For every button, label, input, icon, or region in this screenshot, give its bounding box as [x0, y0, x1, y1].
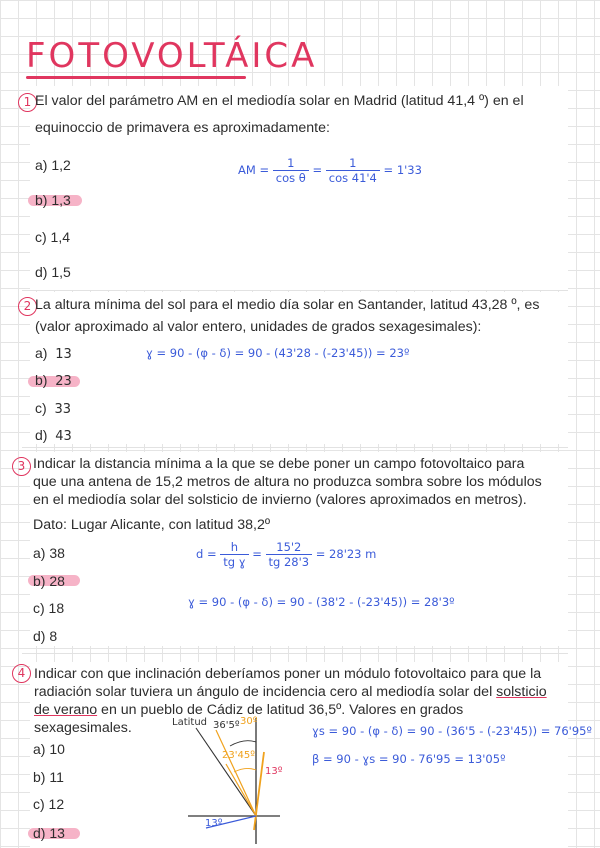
q3-handwritten-work-line-2: ɣ = 90 - (φ - δ) = 90 - (38'2 - (-23'45)) = 28'3º	[188, 595, 455, 609]
question-4-line-4: sexagesimales.	[34, 720, 132, 736]
question-number-4: 4	[12, 664, 31, 683]
q4-option-c[interactable]: c) 12	[33, 796, 65, 812]
question-3-dato: Dato: Lugar Alicante, con latitud 38,2º	[33, 517, 271, 533]
question-4-line-3: de verano en un pueblo de Cádiz de latitud 36,5º. Valores en grados	[34, 702, 464, 718]
q1-option-c[interactable]: c) 1,4	[35, 229, 71, 245]
q2-option-d[interactable]: d) 43	[35, 427, 72, 444]
question-1-line-1: El valor del parámetro AM en el mediodía solar en Madrid (latitud 41,4 º) en el	[35, 93, 524, 109]
q1-option-d[interactable]: d) 1,5	[35, 264, 71, 280]
question-2-line-2: (valor aproximado al valor entero, unidades de grados sexagesimales):	[35, 319, 482, 335]
question-2-line-1: La altura mínima del sol para el medio día solar en Santander, latitud 43,28 º, es	[35, 297, 540, 313]
q1-handwritten-work: AM = $\frac{1}{\text{cos θ}}$ = $\frac{1}{\cos 41'4}$ = 1'33	[238, 156, 422, 185]
page-title: FOTOVOLTÁICA	[26, 36, 318, 76]
question-1-line-2: equinoccio de primavera es aproximadamente:	[35, 120, 330, 136]
figure-angle-declination: 23'45º	[222, 750, 255, 761]
q3-option-a[interactable]: a) 38	[33, 545, 65, 561]
q4-option-b[interactable]: b) 11	[33, 769, 64, 785]
figure-latitud-label: Latitud	[172, 717, 208, 728]
question-number-3: 3	[12, 457, 31, 476]
figure-angle-right: 13º	[265, 766, 283, 777]
q2-option-c[interactable]: c) 33	[35, 400, 71, 417]
q2-option-a[interactable]: a) 13	[35, 345, 72, 362]
divider	[22, 447, 568, 448]
question-number-1: 1	[18, 93, 37, 112]
q1-option-a[interactable]: a) 1,2	[35, 157, 71, 173]
q3-option-b[interactable]: b) 28	[33, 573, 65, 589]
q3-option-c[interactable]: c) 18	[33, 600, 65, 616]
figure-angle-latitude: 36'5º	[213, 720, 240, 731]
question-3-line-2: que una antena de 15,2 metros de altura no produzca sombra sobre los módulos	[33, 474, 542, 490]
q4-option-d[interactable]: d) 13	[33, 825, 65, 841]
question-4-line-2: radiación solar tuviera un ángulo de incidencia cero al mediodía solar del solsticio	[34, 684, 547, 700]
q4-handwritten-work-line-2: β = 90 - ɣs = 90 - 76'95 = 13'05º	[312, 752, 506, 766]
q4-option-a[interactable]: a) 10	[33, 741, 65, 757]
question-4-line-1: Indicar con que inclinación deberíamos poner un módulo fotovoltaico para que la	[34, 666, 542, 682]
figure-angle-top: 30º	[240, 716, 258, 727]
divider	[22, 290, 568, 291]
divider	[22, 653, 568, 654]
question-number-2: 2	[18, 297, 37, 316]
q1-option-b[interactable]: b) 1,3	[35, 192, 71, 208]
q3-option-d[interactable]: d) 8	[33, 628, 58, 644]
title-underline	[26, 76, 246, 79]
question-3-line-3: en el mediodía solar del solsticio de invierno (valores aproximados en metros).	[33, 492, 527, 508]
q3-handwritten-work: d = $\frac{h}{\text{tg ɣ}}$ = $\frac{15'2}{tg 28'3}$ = 28'23 m	[196, 540, 377, 569]
question-3-line-1: Indicar la distancia mínima a la que se debe poner un campo fotovoltaico para	[33, 456, 525, 472]
inclination-diagram	[168, 716, 286, 846]
figure-angle-bottom: 13º	[205, 818, 223, 829]
q4-handwritten-work-line-1: ɣs = 90 - (φ - δ) = 90 - (36'5 - (-23'45)) = 76'95º	[312, 724, 592, 738]
q2-handwritten-work: ɣ = 90 - (φ - δ) = 90 - (43'28 - (-23'45)) = 23º	[146, 346, 410, 360]
q2-option-b[interactable]: b) 23	[35, 372, 72, 389]
